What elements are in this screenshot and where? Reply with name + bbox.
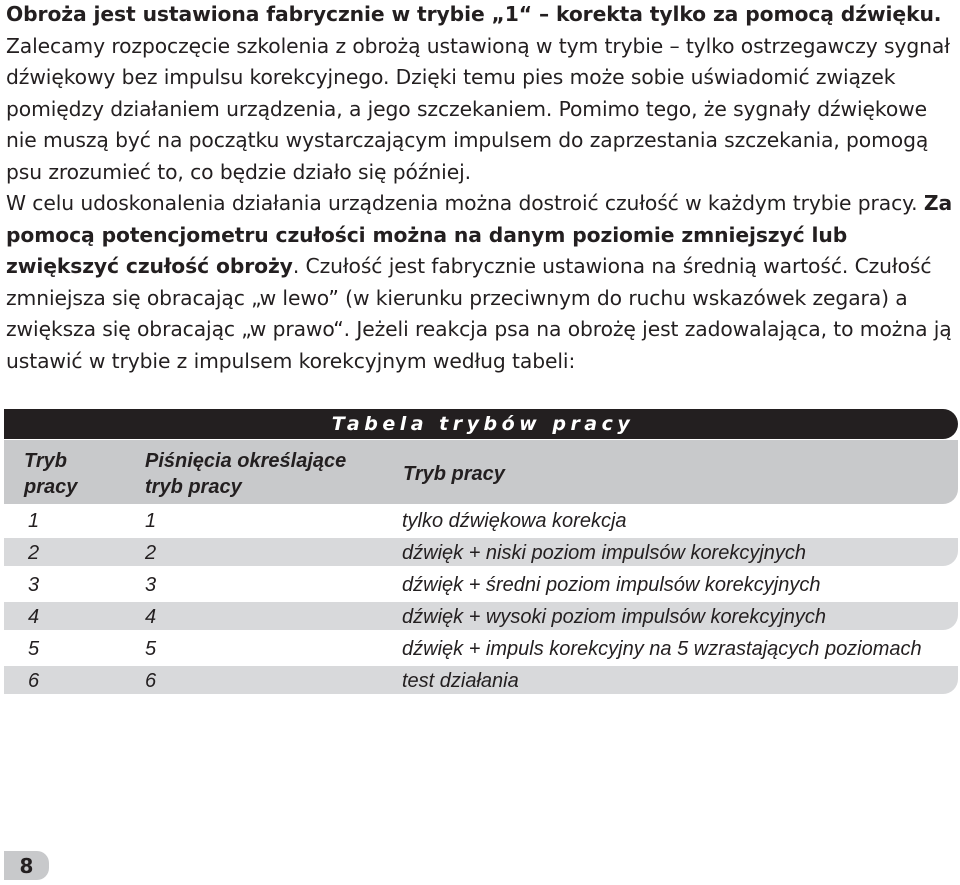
cell-description: dźwięk + średni poziom impulsów korekcyjnych bbox=[402, 574, 821, 596]
table-row bbox=[4, 634, 958, 662]
header-beeps-line1: Piśnięcia określające bbox=[145, 450, 347, 472]
cell-beeps: 5 bbox=[145, 638, 157, 660]
cell-description: dźwięk + impuls korekcyjny na 5 wzrastających poziomach bbox=[402, 638, 922, 660]
cell-mode: 1 bbox=[28, 510, 40, 532]
header-mode-line2: pracy bbox=[24, 476, 78, 498]
paragraph-1 bbox=[6, 0, 954, 188]
cell-mode: 6 bbox=[28, 670, 40, 692]
cell-description: tylko dźwiękowa korekcja bbox=[402, 510, 627, 532]
header-mode-line1: Tryb bbox=[24, 450, 67, 472]
cell-beeps: 2 bbox=[145, 542, 157, 564]
table-row bbox=[4, 666, 958, 694]
header-work-mode: Tryb pracy bbox=[403, 463, 505, 485]
table-row bbox=[4, 538, 958, 566]
header-beeps-line2: tryb pracy bbox=[145, 476, 242, 498]
header-beeps bbox=[145, 448, 375, 500]
cell-beeps: 4 bbox=[145, 606, 157, 628]
cell-beeps: 6 bbox=[145, 670, 157, 692]
table-row bbox=[4, 570, 958, 598]
table-caption: Tabela trybów pracy bbox=[331, 413, 635, 435]
paragraph-2-bold: Za pomocą potencjometru czułości można na danym poziomie zmniejszyć lub zwiększyć czułość obroży bbox=[6, 191, 953, 278]
paragraph-2-end: . Czułość jest fabrycznie ustawiona na średnią wartość. Czułość zmniejsza się obracając „w lewo” (w kierunku przeciwnym do ruchu wskazówek zegara) a zwiększa się obracając „w prawo“. Jeżeli reakcja psa na obrożę jest zadowalająca, to można ją ustawić w trybie z impulsem korekcyjnym według tabeli: bbox=[6, 254, 952, 373]
cell-description: test działania bbox=[402, 670, 519, 692]
cell-description: dźwięk + wysoki poziom impulsów korekcyjnych bbox=[402, 606, 827, 628]
cell-mode: 5 bbox=[28, 638, 40, 660]
paragraph-1-bold: Obroża jest ustawiona fabrycznie w trybie „1“ – korekta tylko za pomocą dźwięku. bbox=[6, 2, 942, 26]
cell-mode: 2 bbox=[28, 542, 40, 564]
cell-beeps: 1 bbox=[145, 510, 157, 532]
paragraph-2-start: W celu udoskonalenia działania urządzenia można dostroić czułość w każdym trybie pracy. bbox=[6, 191, 918, 215]
header-mode bbox=[24, 448, 124, 500]
table-row bbox=[4, 602, 958, 630]
body-text bbox=[6, 0, 954, 377]
cell-description: dźwięk + niski poziom impulsów korekcyjnych bbox=[402, 542, 807, 564]
cell-mode: 4 bbox=[28, 606, 40, 628]
cell-beeps: 3 bbox=[145, 574, 157, 596]
page-number: 8 bbox=[19, 854, 34, 878]
paragraph-2 bbox=[6, 188, 954, 377]
cell-mode: 3 bbox=[28, 574, 40, 596]
table-row bbox=[4, 506, 958, 534]
paragraph-1-text: Zalecamy rozpoczęcie szkolenia z obrożą ustawioną w tym trybie – tylko ostrzegawczy sygnał dźwiękowy bez impulsu korekcyjnego. Dzięki temu pies może sobie uświadomić związek pomiędzy działaniem urządzenia, a jego szczekaniem. Pomimo tego, że sygnały dźwiękowe nie muszą być na początku wystarczającym impulsem do zaprzestania szczekania, pomogą psu zrozumieć to, co będzie działo się później. bbox=[6, 33, 950, 184]
